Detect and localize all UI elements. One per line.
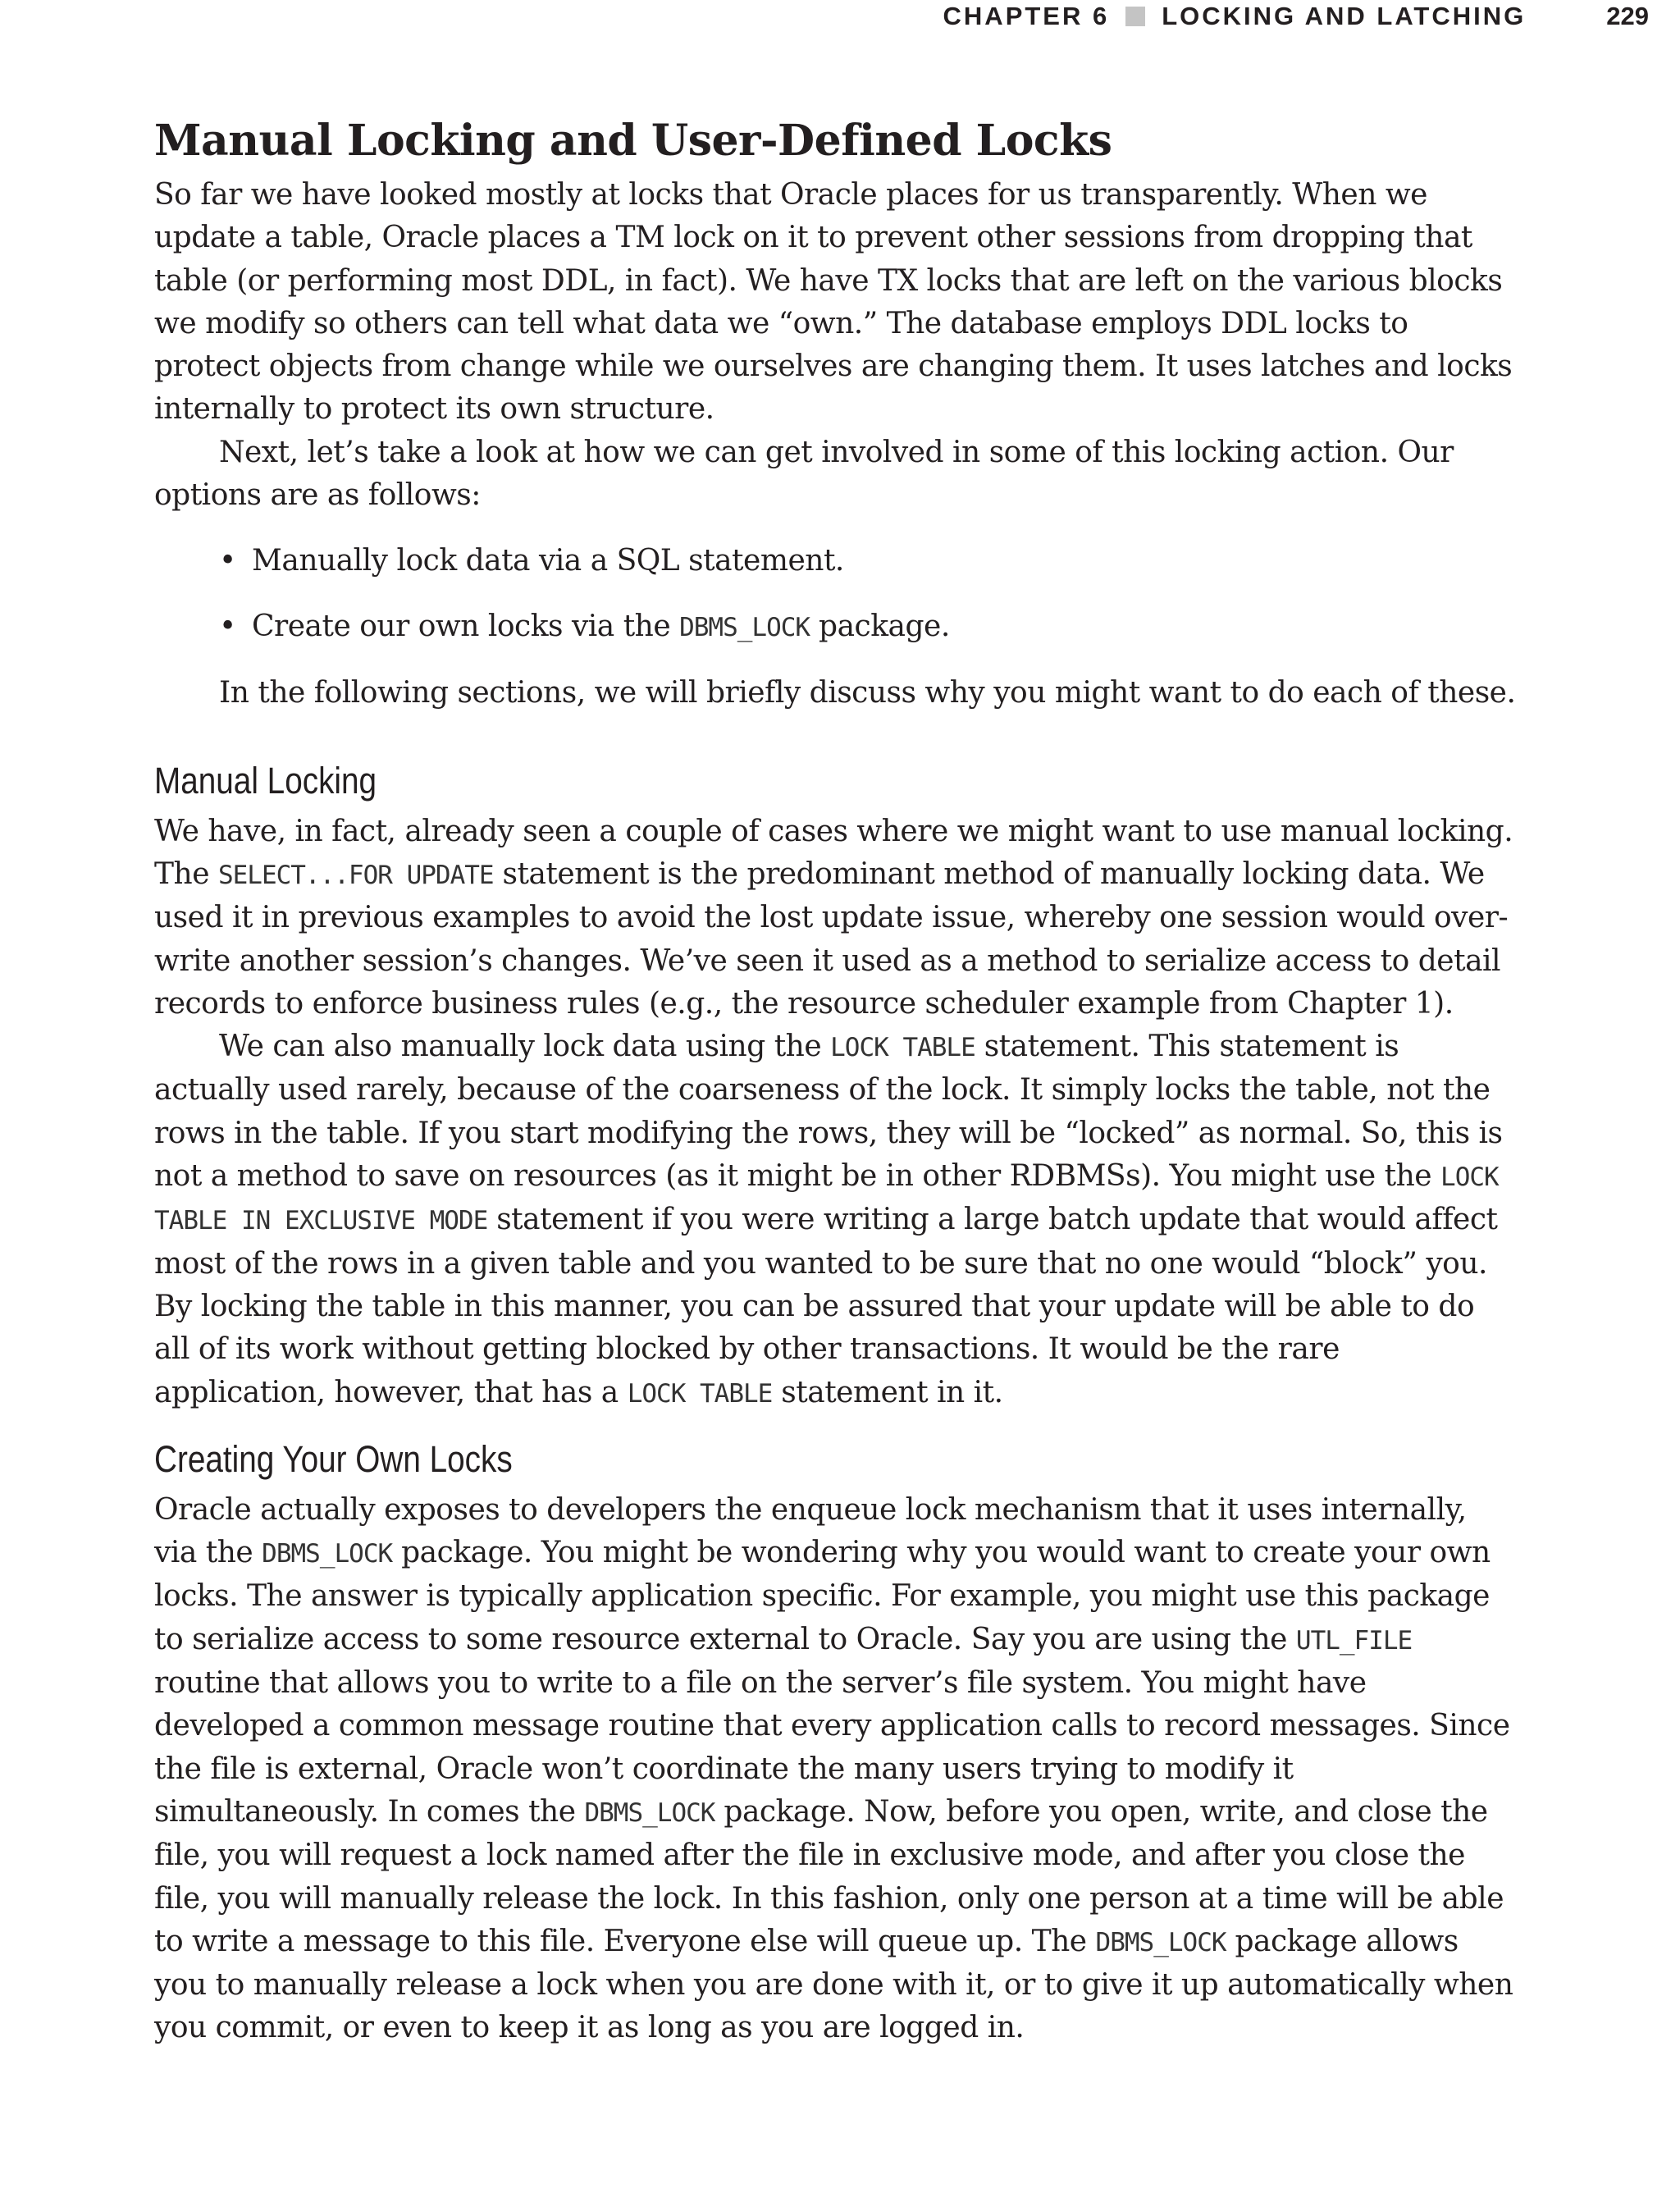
code-utl-file: UTL_FILE — [1295, 1625, 1413, 1656]
chapter-label: CHAPTER 6 — [943, 2, 1110, 30]
code-lock-table-exclusive: LOCK TABLE IN EXCLUSIVE MODE — [154, 1162, 1499, 1236]
options-list — [154, 540, 1516, 649]
subsection-title-own-locks: Creating Your Own Locks — [154, 1437, 513, 1480]
code-lock-table: LOCK TABLE — [830, 1033, 975, 1063]
code-dbms-lock: DBMS_LOCK — [584, 1797, 715, 1828]
manual-locking-paragraph-2: We can also manually lock data using the LOCK TABLE statement. This statement is actually used rarely, because of the coarseness of the lock. It simply locks the table, not the rows in the table. If you start modifying the rows, they will be “locked” as normal. So, this is not a method to save on resources (as it might be in other RDBMSs). You might use the LOCK TABLE IN EXCLUSIVE MODE statement if you were writing a large batch update that would affect most of the rows in a given table and you wanted to be sure that no one would “block” you. By locking the table in this manner, you can be assured that your update will be able to do all of its work without getting blocked by other transactions. It would be the rare application, however, that has a LOCK TABLE statement in it. — [154, 1030, 1503, 1409]
code-dbms-lock: DBMS_LOCK — [262, 1539, 393, 1569]
page-number: 229 — [1606, 2, 1649, 30]
code-dbms-lock: DBMS_LOCK — [1095, 1927, 1226, 1957]
manual-locking-paragraph-1: We have, in fact, already seen a couple of cases where we might want to use manual locking. The SELECT...FOR UPDATE statement is the predominant method of manually locking data. We used it in previous examples to avoid the lost update issue, whereby one session would over-write another session’s changes. We’ve seen it used as a method to serialize access to detail records to enforce business rules (e.g., the resource scheduler example from Chapter 1). — [154, 814, 1513, 1021]
chapter-title: LOCKING AND LATCHING — [1162, 2, 1527, 30]
page-body — [154, 113, 1516, 2050]
options-paragraph: Next, let’s take a look at how we can get involved in some of this locking action. Our options are as follows: — [154, 435, 1454, 513]
subsection-title-manual-locking: Manual Locking — [154, 759, 377, 802]
list-item: • Manually lock data via a SQL statement. — [219, 540, 1516, 582]
code-dbms-lock: DBMS_LOCK — [679, 613, 810, 643]
list-item: • Create our own locks via the DBMS_LOCK package. — [219, 605, 1516, 649]
own-locks-paragraph: Oracle actually exposes to developers the enqueue lock mechanism that it uses internally, via the DBMS_LOCK package. You might be wondering why you would want to create your own locks. The answer is typically application specific. For example, you might use this package to serialize access to some resource external to Oracle. Say you are using the UTL_FILE routine that allows you to write to a file on the server’s file system. You might have developed a common message routine that every application calls to record messages. Since the file is external, Oracle won’t coordinate the many users trying to modify it simultaneously. In comes the DBMS_LOCK package. Now, before you open, write, and close the file, you will request a lock named after the file in exclusive mode, and after you close the file, you will manually release the lock. In this fashion, only one person at a time will be able to write a message to this file. Everyone else will queue up. The DBMS_LOCK package allows you to manually release a lock when you are done with it, or to give it up automatically when you commit, or even to keep it as long as you are logged in. — [154, 1492, 1513, 2045]
code-select-for-update: SELECT...FOR UPDATE — [217, 860, 494, 890]
code-lock-table: LOCK TABLE — [627, 1378, 773, 1409]
running-header — [943, 0, 1649, 33]
section-title: Manual Locking and User-Defined Locks — [154, 116, 1112, 166]
header-separator-square — [1125, 7, 1145, 26]
intro-paragraph: So far we have looked mostly at locks that Oracle places for us transparently. When we update a table, Oracle places a TM lock on it to prevent other sessions from dropping that table (or performing most DDL, in fact). We have TX locks that are left on the various blocks we modify so others can tell what data we “own.” The database employs DDL locks to protect objects from change while we ourselves are changing them. It uses latches and locks internally to protect its own structure. — [154, 178, 1513, 427]
sections-overview-paragraph: In the following sections, we will briefly discuss why you might want to do each of these. — [219, 676, 1516, 710]
